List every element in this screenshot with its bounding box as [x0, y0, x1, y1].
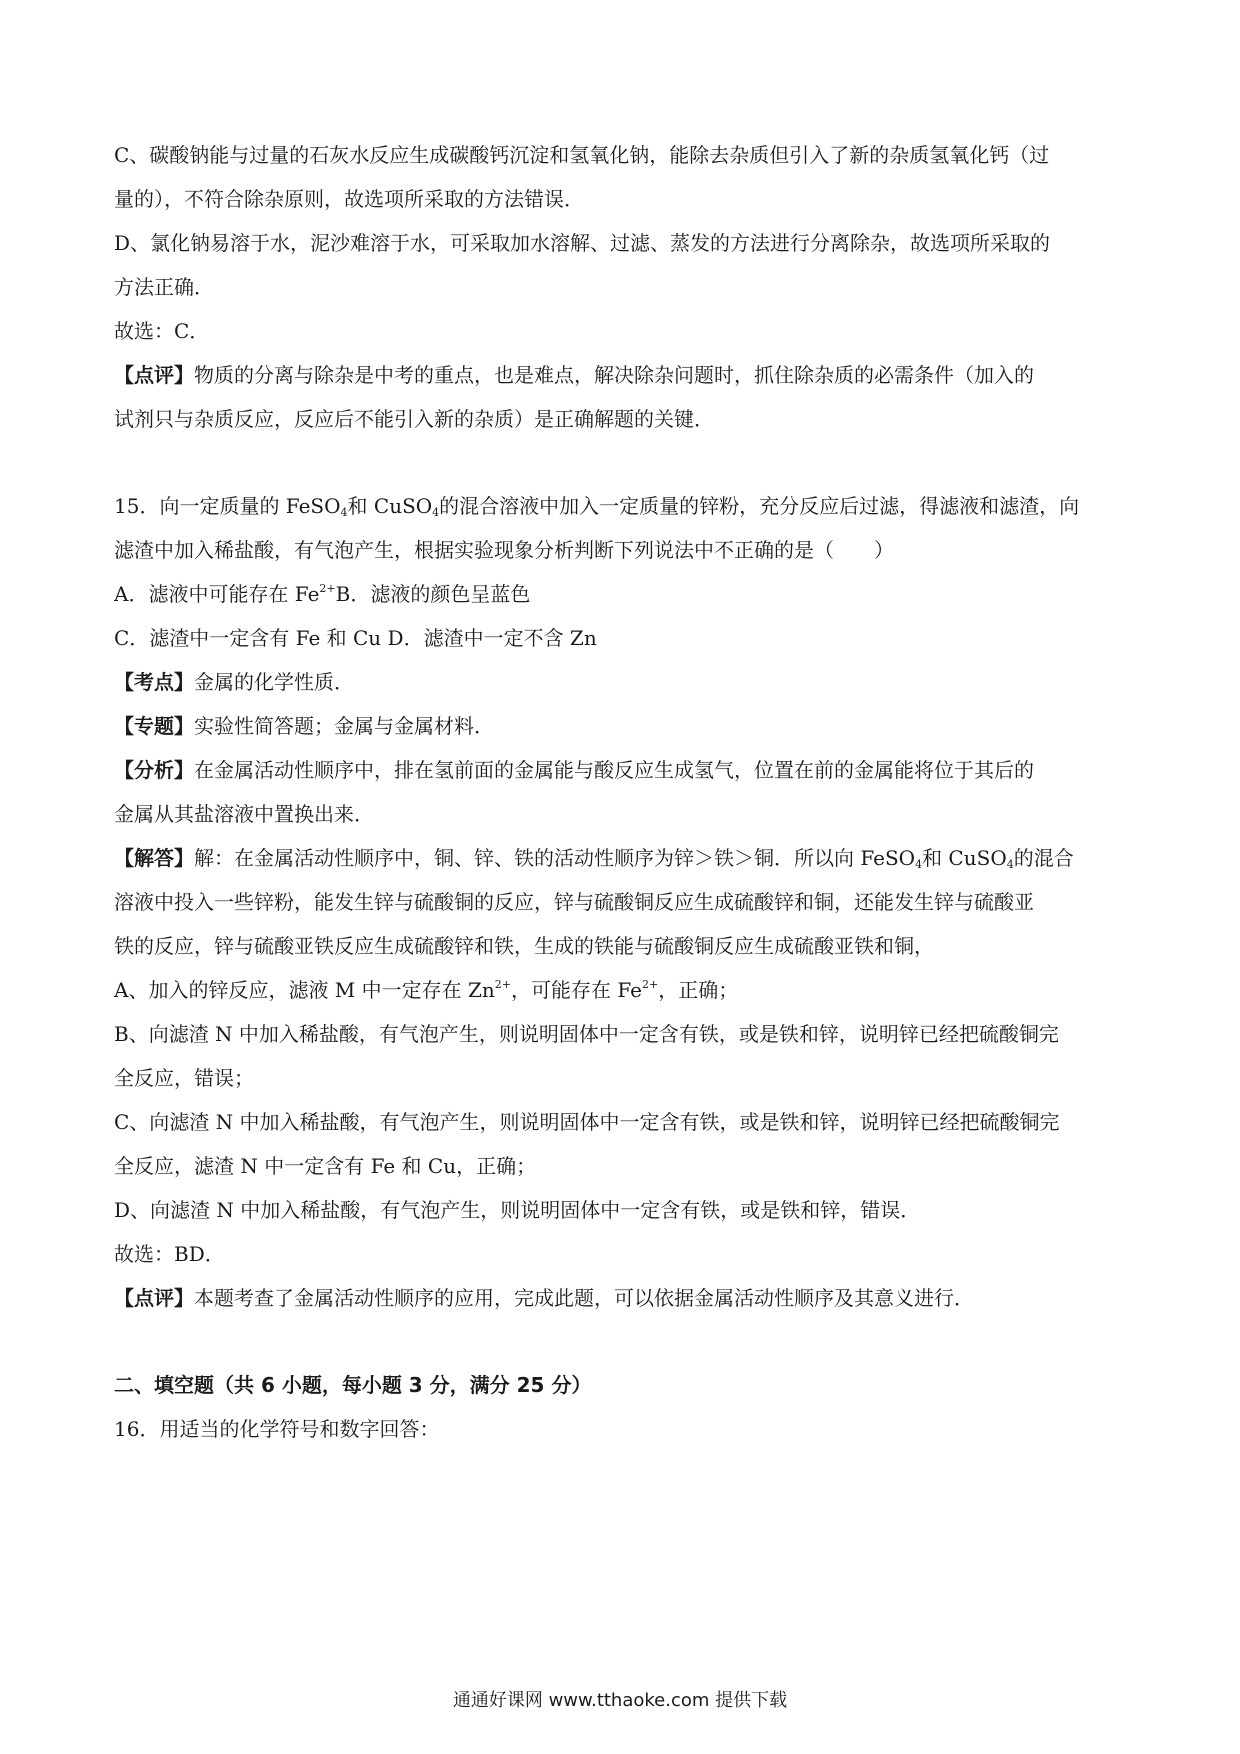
comment-paragraph: 【点评】物质的分离与除杂是中考的重点，也是难点，解决除杂问题时，抓住除杂质的必需条件（加入的 — [114, 363, 1034, 387]
analysis: 【分析】在金属活动性顺序中，排在氢前面的金属能与酸反应生成氢气，位置在前的金属能将位于其后的 — [114, 758, 1034, 782]
text-line: 铁的反应，锌与硫酸亚铁反应生成硫酸锌和铁，生成的铁能与硫酸铜反应生成硫酸亚铁和铜， — [114, 934, 934, 958]
text-line: D、氯化钠易溶于水，泥沙难溶于水，可采取加水溶解、过滤、蒸发的方法进行分离除杂，故选项所采取的 — [114, 231, 1051, 255]
text-line: 全反应，错误； — [114, 1066, 254, 1090]
text-line: 试剂只与杂质反应，反应后不能引入新的杂质）是正确解题的关键． — [114, 407, 714, 431]
page-footer: 通通好课网 www.tthaoke.com 提供下载 — [452, 1690, 788, 1711]
text-line: 金属从其盐溶液中置换出来． — [114, 802, 374, 826]
text-line: 量的），不符合除杂原则，故选项所采取的方法错误． — [114, 187, 584, 211]
text-line: 滤渣中加入稀盐酸，有气泡产生，根据实验现象分析判断下列说法中不正确的是（ ） — [114, 538, 894, 562]
solution-d: D、向滤渣 N 中加入稀盐酸，有气泡产生，则说明固体中一定含有铁，或是铁和锌，错误． — [114, 1198, 921, 1222]
solution-a: A、加入的锌反应，滤液 M 中一定存在 $Zn^{2+}$，可能存在 $Fe^{2+}$，正确； — [114, 978, 739, 1002]
solution-c: C、向滤渣 N 中加入稀盐酸，有气泡产生，则说明固体中一定含有铁，或是铁和锌，说明锌已经把硫酸铜完 — [114, 1110, 1060, 1134]
text-line: 溶液中投入一些锌粉，能发生锌与硫酸铜的反应，锌与硫酸铜反应生成硫酸锌和铜，还能发生锌与硫酸亚 — [114, 890, 1034, 914]
question-15-options-ab: A．滤液中可能存在 $Fe^{2+}B$．滤液的颜色呈蓝色 — [114, 582, 531, 606]
text-line: 全反应，滤渣 N 中一定含有 Fe 和 Cu，正确； — [114, 1154, 537, 1178]
text-line: 故选：C． — [114, 319, 210, 343]
question-15-options-cd: C．滤渣中一定含有 Fe 和 Cu D．滤渣中一定不含 Zn — [114, 626, 597, 650]
question-15-stem: 15．向一定质量的 FeSO$_4$和 CuSO$_4$的混合溶液中加入一定质量的锌粉，充分反应后过滤，得滤液和滤渣，向 — [114, 494, 1080, 519]
answer: 故选：BD． — [114, 1242, 225, 1266]
comment-paragraph: 【点评】本题考查了金属活动性顺序的应用，完成此题，可以依据金属活动性顺序及其意义进行． — [114, 1286, 974, 1310]
comment-tag: 【点评】 — [114, 363, 194, 387]
solution-b: B、向滤渣 N 中加入稀盐酸，有气泡产生，则说明固体中一定含有铁，或是铁和锌，说明锌已经把硫酸铜完 — [114, 1022, 1059, 1046]
text-line: C、碳酸钠能与过量的石灰水反应生成碳酸钙沉淀和氢氧化钠，能除去杂质但引入了新的杂质氢氧化钙（过 — [114, 143, 1050, 167]
topic: 【专题】实验性简答题；金属与金属材料． — [114, 714, 494, 738]
text-line: 方法正确． — [114, 275, 214, 299]
knowledge-point: 【考点】金属的化学性质． — [114, 670, 354, 694]
solution: 【解答】解：在金属活动性顺序中，铜、锌、铁的活动性顺序为锌＞铁＞铜．所以向 FeSO$_4$和 CuSO$_4$的混合 — [114, 846, 1074, 871]
section-heading: 二、填空题（共 6 小题，每小题 3 分，满分 25 分） — [114, 1373, 592, 1397]
question-16: 16．用适当的化学符号和数字回答： — [114, 1417, 440, 1441]
